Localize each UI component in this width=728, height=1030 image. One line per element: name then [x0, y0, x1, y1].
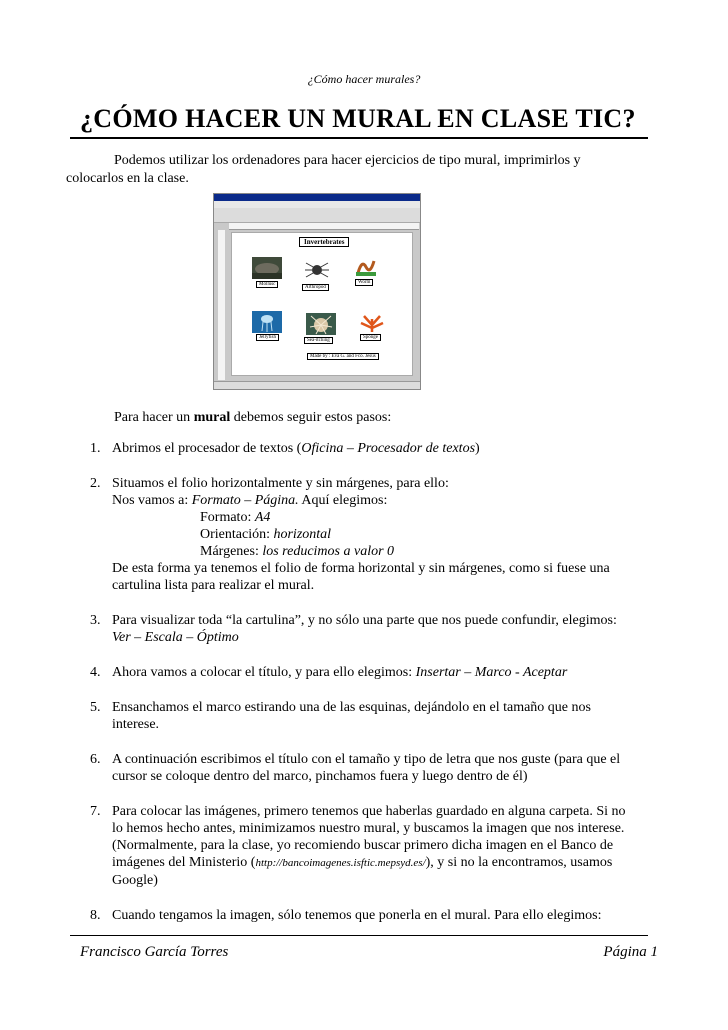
title-underline [70, 137, 648, 139]
step-text: Google) [112, 873, 158, 888]
lead-bold: mural [193, 410, 231, 425]
step-number: 8. [90, 908, 101, 923]
option-label: Formato: [200, 510, 255, 525]
step-number: 4. [90, 665, 101, 680]
label-sea-itching: Sea-itching [304, 337, 333, 344]
writer-screenshot-image [213, 193, 421, 390]
worm-image [354, 255, 378, 277]
step-text: Ensanchamos el marco estirando una de las esquinas, dejándolo en el tamaño que nos [112, 700, 591, 715]
step-number: 2. [90, 476, 101, 491]
list-item [62, 475, 662, 594]
lead-text-end: debemos seguir estos pasos: [230, 410, 392, 425]
step-text: (Normalmente, para la clase, yo recomiendo buscar primero dicha imagen en el Banco de [112, 838, 614, 853]
jellyfish-image [252, 311, 282, 333]
screenshot-titlebar [214, 194, 420, 201]
step-text: cartulina lista para realizar el mural. [112, 578, 315, 593]
credit-box: Made by : Eva G. and Fco. Jesús [307, 353, 379, 360]
lead-paragraph [114, 409, 391, 426]
step-menu-path: Formato – Página. [191, 493, 299, 508]
step-text: Cuando tengamos la imagen, sólo tenemos que ponerla en el mural. Para ello elegimos: [112, 908, 602, 923]
label-arthropod: Arthropod [302, 284, 329, 291]
step-number: 5. [90, 700, 101, 715]
page-footer [80, 944, 658, 961]
option-label: Márgenes: [200, 544, 263, 559]
step-text: A continuación escribimos el título con el tamaño y tipo de letra que nos guste (para que el [112, 752, 621, 767]
list-item [62, 664, 662, 681]
step-menu-path: Ver – Escala – Óptimo [112, 630, 239, 645]
footer-rule [70, 935, 648, 936]
screenshot-format-toolbar [214, 215, 420, 223]
screenshot-side-ruler [218, 230, 225, 380]
step-text: ), y si no la encontramos, usamos [425, 855, 613, 870]
step-text: interese. [112, 717, 160, 732]
sponge-image [357, 311, 387, 333]
step-text: Situamos el folio horizontalmente y sin márgenes, para ello: [112, 476, 449, 491]
intro-line-2: colocarlos en la clase. [66, 171, 189, 186]
step-text: Para visualizar toda “la cartulina”, y no sólo una parte que nos puede confundir, elegimos: [112, 613, 617, 628]
label-mollusc: Mollusc [256, 281, 278, 288]
label-sponge: Sponge [360, 334, 381, 341]
step-line [112, 492, 662, 509]
option-margins [112, 543, 662, 560]
step-text: Aquí elegimos: [298, 493, 388, 508]
screenshot-statusbar [214, 381, 420, 389]
list-item [62, 751, 662, 785]
page-title: ¿CÓMO HACER UN MURAL EN CLASE TIC? [80, 104, 636, 133]
screenshot-ruler [229, 223, 419, 230]
screenshot-document [231, 232, 413, 376]
list-item [62, 440, 662, 457]
option-label: Orientación: [200, 527, 274, 542]
intro-line-1: Podemos utilizar los ordenadores para hacer ejercicios de tipo mural, imprimirlos y [114, 153, 581, 168]
step-menu-path: Oficina – Procesador de textos [301, 441, 476, 456]
arthropod-image [304, 259, 330, 281]
option-value: A4 [254, 510, 271, 525]
step-number: 3. [90, 613, 101, 628]
mural-title-box: Invertebrates [299, 237, 349, 247]
option-value: horizontal [273, 527, 332, 542]
mollusc-image [252, 257, 282, 279]
running-header: ¿Cómo hacer murales? [307, 72, 421, 86]
list-item [62, 612, 662, 646]
step-text: De esta forma ya tenemos el folio de forma horizontal y sin márgenes, como si fuese una [112, 561, 610, 576]
step-text: imágenes del Ministerio ( [112, 855, 256, 870]
footer-page-number: Página 1 [603, 944, 658, 960]
label-worm: Worm [355, 279, 373, 286]
list-item [62, 699, 662, 733]
lead-text: Para hacer un [114, 410, 194, 425]
step-text: lo hemos hecho antes, minimizamos nuestro mural, y buscamos la imagen que nos interese. [112, 821, 625, 836]
footer-author: Francisco García Torres [80, 944, 229, 960]
label-jellyfish: Jellyfish [256, 334, 279, 341]
step-number: 7. [90, 804, 101, 819]
step-text-end: ) [475, 441, 480, 456]
step-text: Abrimos el procesador de textos ( [112, 441, 302, 456]
steps-list [62, 440, 662, 942]
option-orientation [112, 526, 662, 543]
intro-paragraph [66, 152, 666, 188]
step-text: Ahora vamos a colocar el título, y para ello elegimos: [112, 665, 416, 680]
list-item [62, 907, 662, 924]
bank-url-link[interactable]: http://bancoimagenes.isftic.mepsyd.es/ [255, 857, 426, 869]
option-value: los reducimos a valor 0 [262, 544, 395, 559]
step-text: Para colocar las imágenes, primero tenemos que haberlas guardado en alguna carpeta. Si no [112, 804, 626, 819]
step-number: 1. [90, 441, 101, 456]
sea-itching-image [306, 313, 336, 335]
step-text: Nos vamos a: [112, 493, 192, 508]
option-format [112, 509, 662, 526]
list-item [62, 803, 662, 889]
step-text: cursor se coloque dentro del marco, pinchamos fuera y luego dentro de él) [112, 769, 528, 784]
step-line [112, 854, 662, 872]
step-menu-path: Insertar – Marco - Aceptar [415, 665, 568, 680]
step-number: 6. [90, 752, 101, 767]
